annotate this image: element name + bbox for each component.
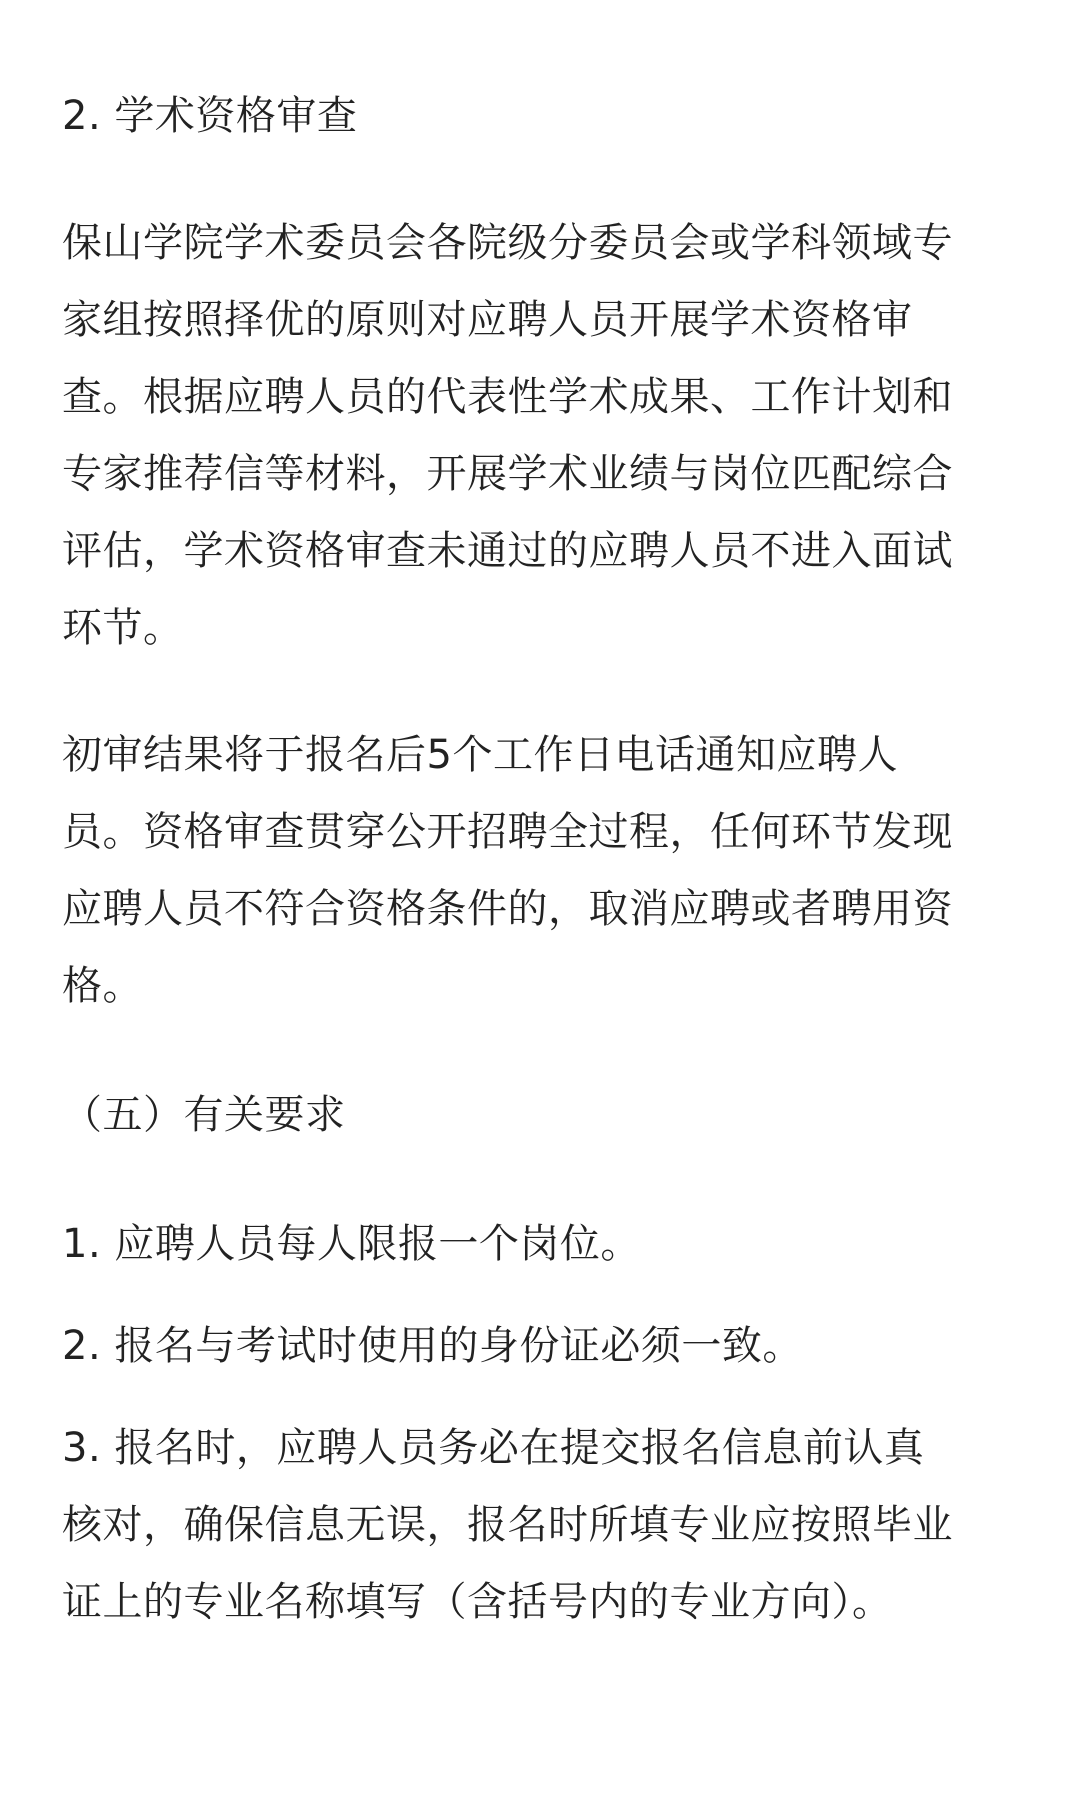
heading-text: 2. 学术资格审查 xyxy=(62,93,358,139)
paragraph-line: 员。资格审查贯穿公开招聘全过程，任何环节发现 xyxy=(62,809,953,855)
list-item-line: 证上的专业名称填写（含括号内的专业方向）。 xyxy=(62,1579,893,1625)
list-item-line: 3. 报名时，应聘人员务必在提交报名信息前认真 xyxy=(62,1425,925,1471)
paragraph-line: 评估，学术资格审查未通过的应聘人员不进入面试 xyxy=(62,528,953,574)
paragraph-line: 家组按照择优的原则对应聘人员开展学术资格审 xyxy=(62,297,913,343)
paragraph-line: 初审结果将于报名后5个工作日电话通知应聘人 xyxy=(62,732,898,778)
paragraph-line: 环节。 xyxy=(62,605,184,651)
list-item-line: 核对，确保信息无误，报名时所填专业应按照毕业 xyxy=(62,1502,953,1548)
list-item-text: 1. 应聘人员每人限报一个岗位。 xyxy=(62,1221,641,1267)
paragraph-line: 应聘人员不符合资格条件的，取消应聘或者聘用资 xyxy=(62,886,953,932)
list-item-text: 2. 报名与考试时使用的身份证必须一致。 xyxy=(62,1323,803,1369)
paragraph-line: 查。根据应聘人员的代表性学术成果、工作计划和 xyxy=(62,374,953,420)
section-heading-academic-review xyxy=(62,78,1018,155)
list-item-1 xyxy=(62,1206,1018,1283)
section-heading-requirements xyxy=(62,1077,1018,1154)
list-item-3 xyxy=(62,1410,1018,1641)
paragraph-initial-review xyxy=(62,717,1018,1025)
heading-text: （五）有关要求 xyxy=(62,1092,346,1138)
paragraph-line: 专家推荐信等材料，开展学术业绩与岗位匹配综合 xyxy=(62,451,953,497)
paragraph-line: 格。 xyxy=(62,963,143,1009)
paragraph-line: 保山学院学术委员会各院级分委员会或学科领域专 xyxy=(62,220,953,266)
list-item-2 xyxy=(62,1308,1018,1385)
paragraph-academic-review xyxy=(62,205,1018,667)
